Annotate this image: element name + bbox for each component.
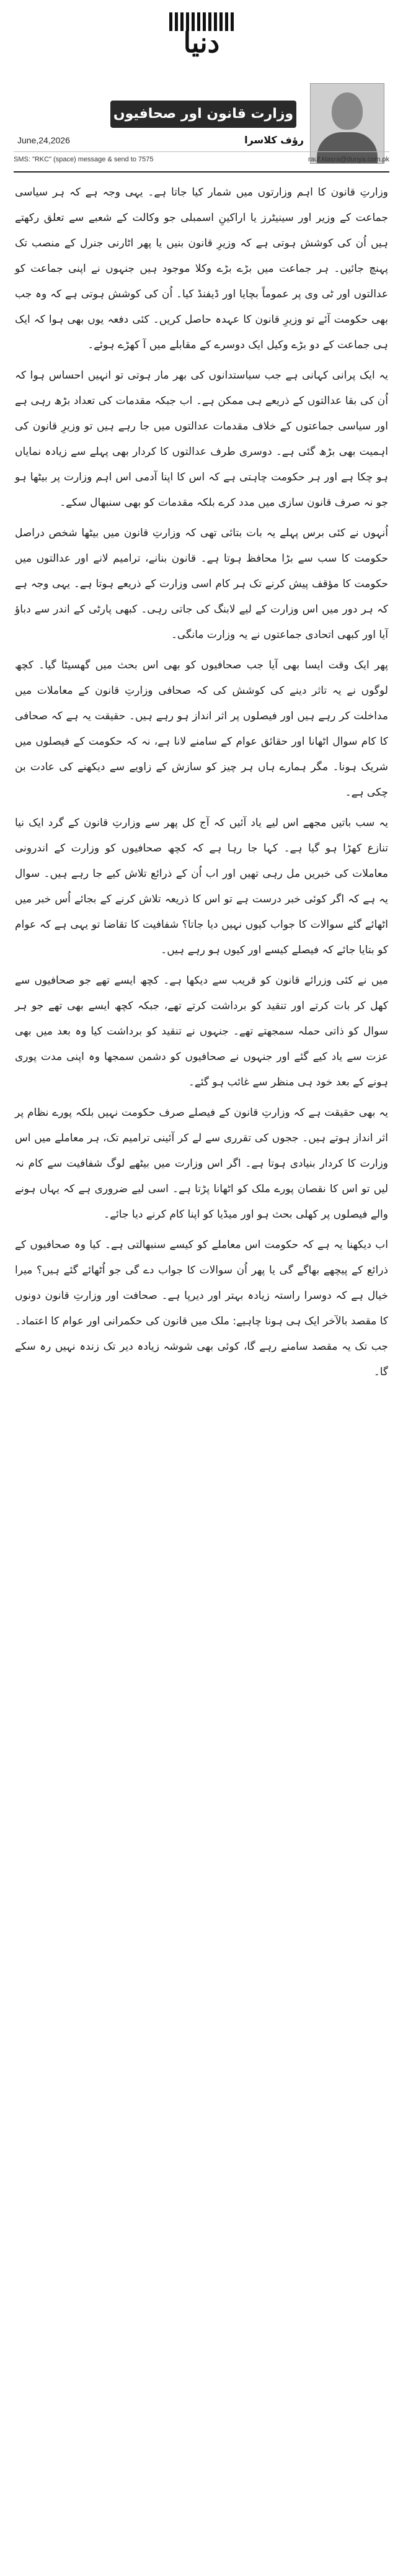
- article-body: [15, 180, 388, 1390]
- author-email[interactable]: rauf.klasra@dunya.com.pk: [308, 156, 389, 163]
- dunya-logo: [158, 9, 245, 66]
- article-paragraph: یہ بھی حقیقت ہے کہ وزارتِ قانون کے فیصلے صرف حکومت نہیں بلکہ پورے نظام پر اثر انداز ہوتے ہیں۔ ججوں کی تقرری سے لے کر آئینی ترامیم تک، ہر معاملے میں اس وزارت کا کردار بنیادی ہوتا ہے۔ اگر اس وزارت میں بیٹھے لوگ شفافیت سے کام نہ لیں تو اس کا نقصان پورے ملک کو اٹھانا پڑتا ہے۔ اسی لیے ضروری ہے کہ یہاں ہونے والے فیصلوں پر کھلی بحث ہو اور میڈیا کو اپنا کام کرنے دیا جائے۔: [15, 1106, 388, 1221]
- masthead: [0, 0, 403, 74]
- author-name: رؤف کلاسرا: [244, 134, 304, 146]
- sms-instructions: SMS: "RKC" (space) message & send to 7575: [14, 156, 154, 163]
- article-paragraph: وزارتِ قانون کا اہم وزارتوں میں شمار کیا جاتا ہے۔ یہی وجہ ہے کہ ہر سیاسی جماعت کے وزیر اور سینیٹرز یا اراکینِ اسمبلی جو وکالت کے شعبے سے تعلق رکھتے ہیں اُن کی کوشش ہوتی ہے کہ وزیرِ قانون بنیں یا پھر اٹارنی جنرل کے منصب تک پہنچ جائیں۔ ہر جماعت میں بڑے بڑے وکلا موجود ہیں جنہوں نے اپنی جماعت کو عدالتوں اور ٹی وی پر عموماً بچایا اور ڈیفنڈ کیا۔ اُن کی کوشش ہوتی ہے کہ وہ جب بھی حکومت آئے تو وزیرِ قانون کا عہدہ حاصل کریں۔ کئی دفعہ یوں بھی ہوا کہ ایک ہی جماعت کے دو بڑے وکیل ایک دوسرے کے مقابلے میں آ کھڑے ہوئے۔: [15, 186, 388, 351]
- publish-date: June,24,2026: [17, 135, 70, 145]
- article-paragraph: یہ سب باتیں مجھے اس لیے یاد آئیں کہ آج کل پھر سے وزارتِ قانون کے گرد ایک نیا تنازع کھڑا ہو گیا ہے۔ کہا جا رہا ہے کہ کچھ صحافیوں کو وزارت کے اندرونی معاملات کی خبریں مل رہی تھیں اور اب اُن کے ذرائع تلاش کیے جا رہے ہیں۔ سوال یہ ہے کہ اگر کوئی خبر درست ہے تو اس کا ذریعہ تلاش کرنے کے بجائے اُس خبر میں اٹھائے گئے سوالات کا جواب کیوں نہیں دیا جاتا؟ شفافیت کا تقاضا تو یہی ہے کہ عوام کو بتایا جائے کہ فیصلے کیسے اور کیوں ہو رہے ہیں۔: [15, 817, 388, 956]
- logo-text: دنیا: [183, 27, 220, 59]
- article-paragraph: میں نے کئی وزرائے قانون کو قریب سے دیکھا ہے۔ کچھ ایسے تھے جو صحافیوں سے کھل کر بات کرتے اور تنقید کو برداشت کرتے تھے، جبکہ کچھ ایسے بھی تھے جو ہر سوال کو ذاتی حملہ سمجھتے تھے۔ جنہوں نے تنقید کو برداشت کیا وہ بعد میں بھی عزت سے یاد کیے گئے اور جنہوں نے صحافیوں کو دشمن سمجھا وہ اپنی مدت پوری ہونے کے بعد خود ہی منظر سے غائب ہو گئے۔: [15, 974, 388, 1088]
- column-header: [14, 78, 389, 173]
- column-title: وزارت قانون اور صحافیوں کا شوشہ: [110, 101, 296, 128]
- contact-strip: [14, 151, 389, 167]
- article-paragraph: اب دیکھنا یہ ہے کہ حکومت اس معاملے کو کیسے سنبھالتی ہے۔ کیا وہ صحافیوں کے ذرائع کے پیچھے بھاگے گی یا پھر اُن سوالات کا جواب دے گی جو اُٹھائے گئے ہیں؟ میرا خیال ہے کہ دوسرا راستہ زیادہ بہتر اور دیرپا ہے۔ صحافت اور وزارتِ قانون دونوں کا مقصد بالآخر ایک ہی ہونا چاہیے: ملک میں قانون کی حکمرانی اور عوام کا اعتماد۔ جب تک یہ مقصد سامنے رہے گا، کوئی بھی شوشہ زیادہ دیر تک زندہ نہیں رہ سکے گا۔: [15, 1239, 388, 1378]
- article-paragraph: یہ ایک پرانی کہانی ہے جب سیاستدانوں کی بھر مار ہوتی تو انہیں احساس ہوا کہ اُن کی بقا عدالتوں کے ذریعے ہی ممکن ہے۔ اب جبکہ مقدمات کی تعداد بڑھ رہی ہے اور سیاسی جماعتوں کے خلاف مقدمات عدالتوں میں جا رہے ہیں تو وزیرِ قانون کی اہمیت بھی بڑھ گئی ہے۔ دوسری طرف عدالتوں کا کردار بھی پہلے سے زیادہ نمایاں ہو چکا ہے اور ہر حکومت چاہتی ہے کہ اس کا اپنا آدمی اس اہم وزارت پر بیٹھا ہو جو نہ صرف قانون سازی میں مدد کرے بلکہ مقدمات کو بھی سنبھال سکے۔: [15, 369, 388, 509]
- article-paragraph: پھر ایک وقت ایسا بھی آیا جب صحافیوں کو بھی اس بحث میں گھسیٹا گیا۔ کچھ لوگوں نے یہ تاثر دینے کی کوشش کی کہ صحافی وزارتِ قانون کے معاملات میں مداخلت کر رہے ہیں اور فیصلوں پر اثر انداز ہو رہے ہیں۔ حقیقت یہ ہے کہ صحافی کا کام سوال اٹھانا اور حقائق عوام کے سامنے لانا ہے، نہ کہ حکومت کے فیصلوں میں شریک ہونا۔ مگر ہمارے ہاں ہر چیز کو سازش کے زاویے سے دیکھنے کی عادت بن چکی ہے۔: [15, 659, 388, 799]
- author-head-shape: [332, 92, 363, 130]
- article-paragraph: اُنہوں نے کئی برس پہلے یہ بات بتائی تھی کہ وزارتِ قانون میں بیٹھا شخص دراصل حکومت کا سب سے بڑا محافظ ہوتا ہے۔ قانون بنانے، ترامیم لانے اور عدالتوں میں حکومت کا مؤقف پیش کرنے تک ہر کام اسی وزارت کے ذریعے ہوتا ہے۔ یہی وجہ ہے کہ ہر دور میں اس وزارت کے لیے لابنگ کی جاتی رہی۔ کبھی پارٹی کے اندر سے دباؤ آیا اور کبھی اتحادی جماعتوں نے یہ وزارت مانگی۔: [15, 527, 388, 641]
